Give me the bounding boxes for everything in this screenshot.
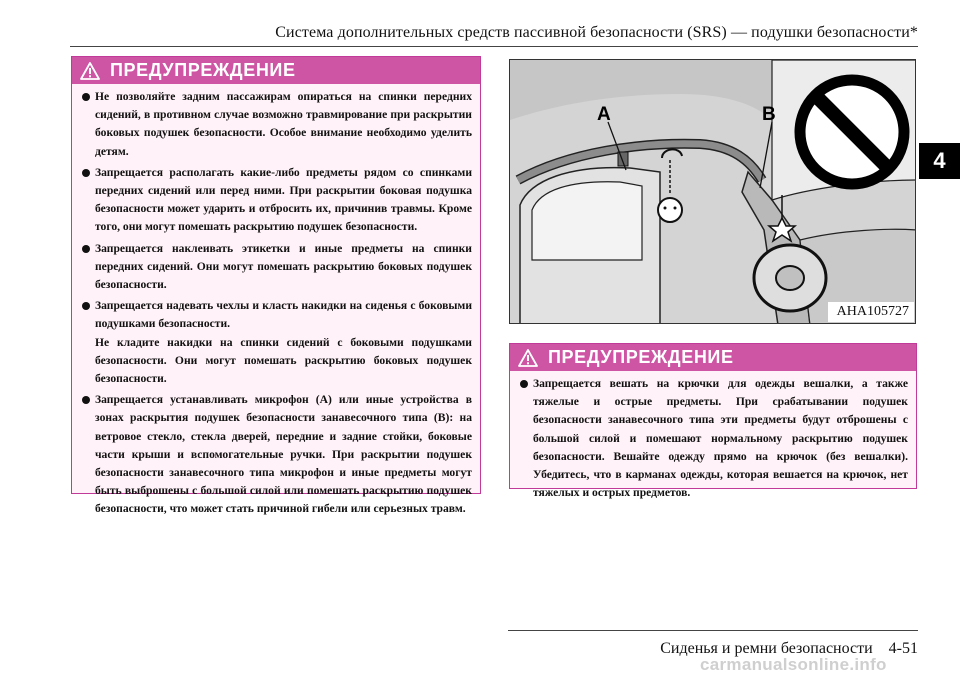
footer-page-label: Сиденья и ремни безопасности 4-51 bbox=[660, 640, 918, 657]
figure-label-a: A bbox=[597, 104, 611, 125]
car-interior-drawing bbox=[510, 60, 916, 324]
warning-triangle-icon bbox=[518, 349, 538, 367]
warning-box-left bbox=[71, 56, 481, 516]
warning-body bbox=[510, 371, 916, 502]
airbag-illustration bbox=[509, 59, 916, 324]
warning-header bbox=[72, 57, 480, 84]
warning-heading-text: ПРЕДУПРЕЖДЕНИЕ bbox=[110, 60, 296, 80]
warning-item: Запрещается наклеивать этикетки и иные предметы на спинки передних сидений. Они могут помешать раскрытию боковых подушек безопасности. bbox=[82, 240, 472, 295]
warning-item: Запрещается вешать на крючки для одежды вешалки, а также тяжелые и острые предметы. При срабатывании подушек безопасности занавесочного типа эти предметы будут отброшены с большой силой и помешают нормальному раскрытию подушек безопасности. Вешайте одежду прямо на крючок (без вешалки). Убедитесь, что в карманах одежды, которая вешается на крючок, нет тяжелых и острых предметов. bbox=[520, 375, 908, 502]
warning-box-right bbox=[509, 343, 917, 500]
warning-triangle-icon bbox=[80, 62, 100, 80]
footer-rule bbox=[508, 630, 918, 631]
warning-item: Запрещается устанавливать микрофон (A) или иные устройства в зонах раскрытия подушек безопасности занавесочного типа (B): на ветровое стекло, стекла дверей, передние и задние стойки, боковые части крыши и вспомогательные ручки. При раскрытии подушек безопасности занавесочного типа микрофон и иные предметы могут быть выброшены с большой силой или помешать раскрытию подушек безопасности, что может стать причиной гибели или серьезных травм. bbox=[82, 391, 472, 518]
warning-item: Запрещается надевать чехлы и класть накидки на сиденья с боковыми подушками безопасности. bbox=[82, 297, 472, 333]
warning-heading-text: ПРЕДУПРЕЖДЕНИЕ bbox=[548, 347, 734, 367]
header-rule bbox=[70, 46, 918, 47]
warning-item-continuation: Не кладите накидки на спинки сидений с боковыми подушками безопасности. Они могут помешать раскрытию боковых подушек безопасности. bbox=[95, 335, 472, 386]
figure-label-b: B bbox=[762, 104, 776, 125]
warning-item: Запрещается располагать какие-либо предметы рядом со спинками передних сидений или перед ними. При раскрытии боковая подушка безопасности может ударить и отбросить их, причинив травмы. Кроме того, они могут помешать раскрытию подушек безопасности. bbox=[82, 164, 472, 237]
figure-code: AHA105727 bbox=[836, 304, 909, 319]
warning-header bbox=[510, 344, 916, 371]
watermark: carmanualsonline.info bbox=[700, 655, 887, 674]
warning-body bbox=[72, 84, 480, 519]
chapter-tab[interactable]: 4 bbox=[919, 143, 960, 179]
warning-item: Не позволяйте задним пассажирам опираться на спинки передних сидений, в противном случае возможно травмирование при раскрытии боковых подушек безопасности. Особое внимание необходимо уделить детям. bbox=[82, 88, 472, 161]
page-header-title: Система дополнительных средств пассивной безопасности (SRS) — подушки безопасности* bbox=[275, 24, 918, 41]
